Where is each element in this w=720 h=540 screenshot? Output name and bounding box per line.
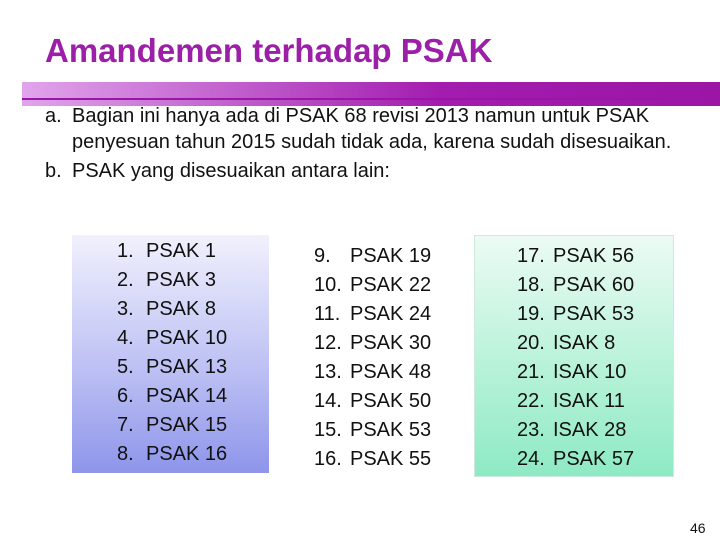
list-number: 9.: [314, 245, 331, 267]
list-item: [314, 300, 431, 329]
list-number: 21.: [517, 361, 545, 383]
numbered-list: [517, 242, 634, 474]
list-label: PSAK 15: [146, 414, 228, 436]
bullet-marker: b.: [45, 160, 62, 182]
psak-list-box-2: [281, 235, 467, 473]
list-number: 8.: [117, 443, 134, 465]
list-item: [117, 324, 227, 353]
list-item: [517, 387, 634, 416]
psak-list-box-3: [474, 235, 674, 477]
list-number: 12.: [314, 332, 342, 354]
list-item: [314, 271, 431, 300]
list-label: ISAK 8: [553, 332, 616, 354]
bullet-item-a: [45, 104, 685, 155]
page-number: 46: [690, 520, 706, 536]
bullet-marker: a.: [45, 105, 62, 127]
list-number: 24.: [517, 448, 545, 470]
list-number: 6.: [117, 385, 134, 407]
list-item: [117, 382, 227, 411]
list-label: PSAK 24: [350, 303, 432, 325]
list-label: PSAK 57: [553, 448, 635, 470]
list-number: 11.: [314, 303, 341, 325]
slide-title: Amandemen terhadap PSAK: [45, 32, 493, 69]
list-item: [117, 237, 227, 266]
list-item: [314, 358, 431, 387]
list-number: 18.: [517, 274, 545, 296]
list-label: PSAK 14: [146, 385, 228, 407]
list-number: 16.: [314, 448, 342, 470]
numbered-list: [314, 242, 431, 474]
list-number: 19.: [517, 303, 545, 325]
list-label: PSAK 10: [146, 327, 228, 349]
bullet-item-b: [45, 159, 685, 185]
list-item: [117, 440, 227, 469]
bullet-text: Bagian ini hanya ada di PSAK 68 revisi 2013 namun untuk PSAK penyesuan tahun 2015 sudah tidak ada, karena sudah disesuaikan.: [72, 105, 672, 153]
list-number: 10.: [314, 274, 342, 296]
list-item: [517, 416, 634, 445]
list-item: [517, 242, 634, 271]
list-number: 23.: [517, 419, 545, 441]
title-underline-bar: [22, 82, 720, 106]
list-item: [517, 300, 634, 329]
list-number: 15.: [314, 419, 342, 441]
list-item: [117, 295, 227, 324]
list-item: [517, 445, 634, 474]
list-label: PSAK 55: [350, 448, 432, 470]
list-label: PSAK 48: [350, 361, 432, 383]
numbered-list: [117, 237, 227, 469]
list-label: ISAK 10: [553, 361, 627, 383]
list-number: 17.: [517, 245, 545, 267]
list-number: 20.: [517, 332, 545, 354]
list-number: 4.: [117, 327, 134, 349]
list-label: PSAK 53: [350, 419, 432, 441]
list-label: PSAK 1: [146, 240, 217, 262]
bullet-text: PSAK yang disesuaikan antara lain:: [72, 160, 390, 182]
list-item: [517, 271, 634, 300]
list-number: 13.: [314, 361, 342, 383]
title-underline-rule: [22, 98, 720, 100]
list-label: PSAK 53: [553, 303, 635, 325]
list-item: [117, 353, 227, 382]
list-label: PSAK 60: [553, 274, 635, 296]
list-label: PSAK 3: [146, 269, 217, 291]
list-number: 2.: [117, 269, 134, 291]
list-number: 14.: [314, 390, 342, 412]
list-label: ISAK 11: [553, 390, 625, 412]
list-item: [517, 329, 634, 358]
list-label: PSAK 22: [350, 274, 432, 296]
list-item: [517, 358, 634, 387]
list-item: [314, 416, 431, 445]
list-item: [314, 242, 431, 271]
list-item: [314, 387, 431, 416]
psak-list-box-1: [72, 235, 269, 473]
list-label: PSAK 16: [146, 443, 228, 465]
list-item: [117, 411, 227, 440]
list-item: [117, 266, 227, 295]
list-label: PSAK 30: [350, 332, 432, 354]
list-item: [314, 445, 431, 474]
list-number: 3.: [117, 298, 134, 320]
list-number: 1.: [117, 240, 134, 262]
list-label: PSAK 19: [350, 245, 432, 267]
list-label: PSAK 56: [553, 245, 635, 267]
list-label: ISAK 28: [553, 419, 627, 441]
list-number: 7.: [117, 414, 134, 436]
bullet-list: [45, 104, 685, 185]
list-number: 22.: [517, 390, 545, 412]
list-label: PSAK 50: [350, 390, 432, 412]
list-label: PSAK 8: [146, 298, 217, 320]
list-number: 5.: [117, 356, 134, 378]
list-label: PSAK 13: [146, 356, 228, 378]
list-item: [314, 329, 431, 358]
